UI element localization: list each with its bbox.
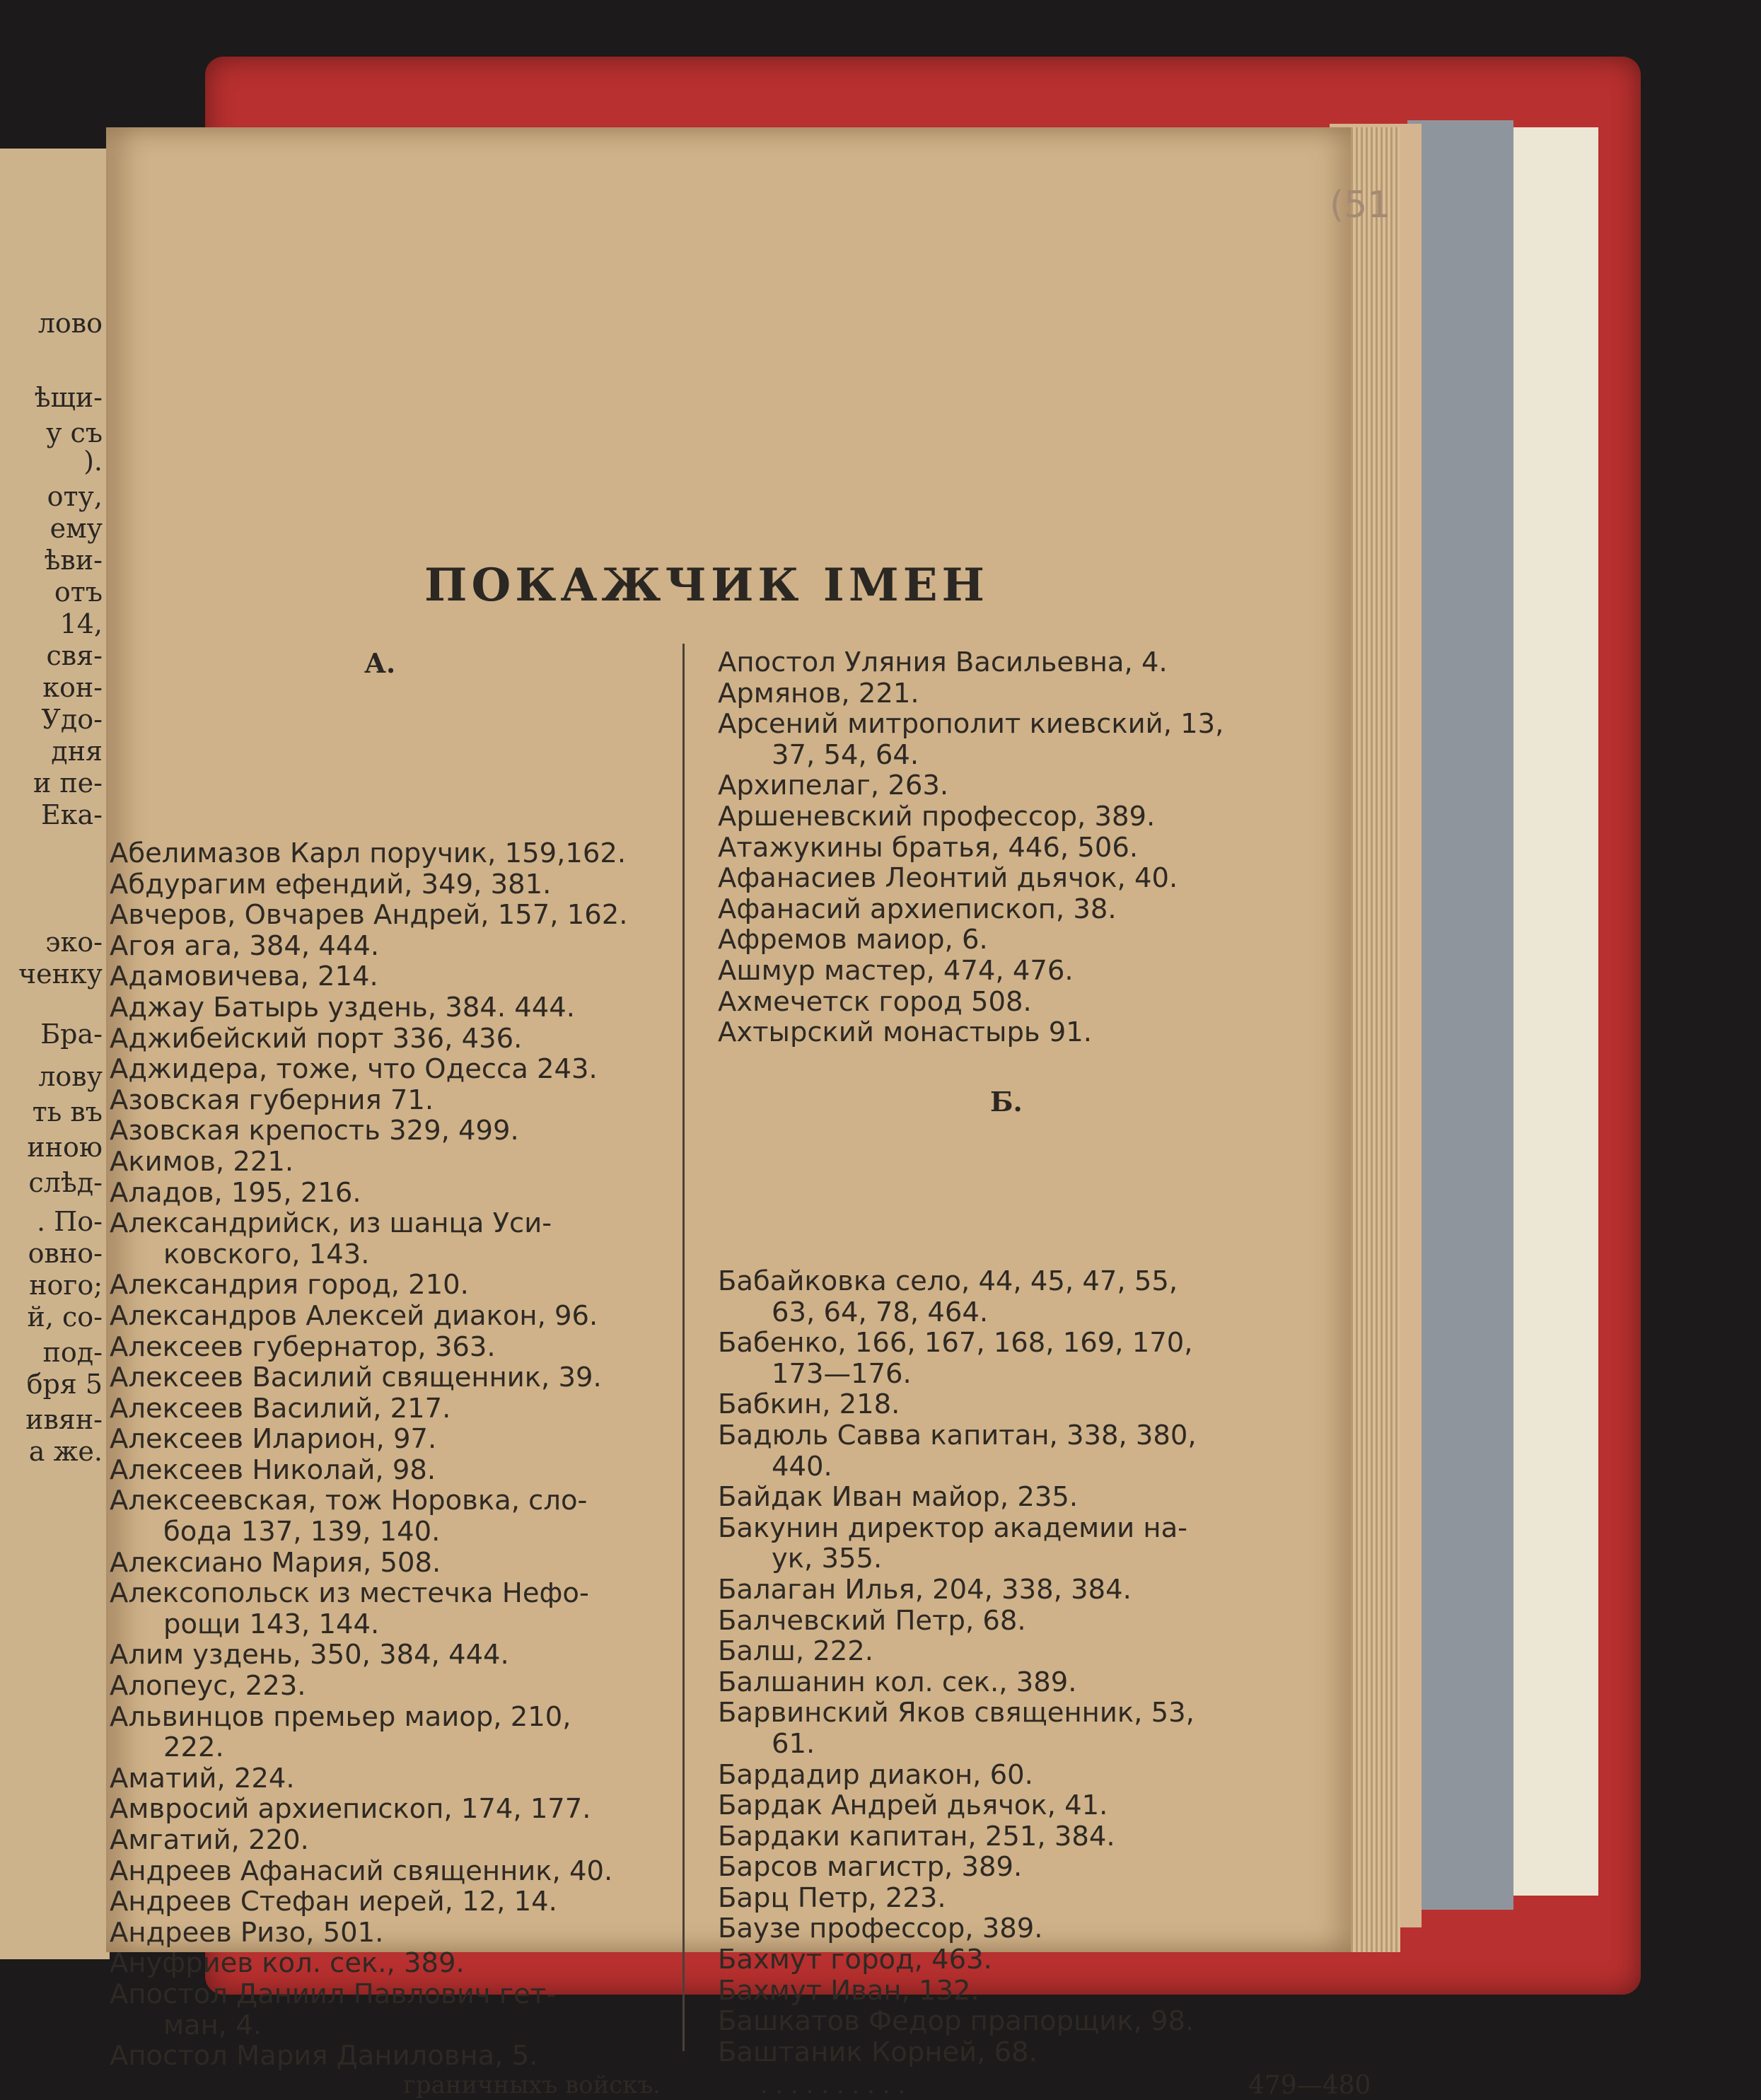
- left-page-text: дня: [51, 736, 103, 767]
- index-entry: Адамовичева, 214.: [110, 961, 378, 993]
- left-page-text: эко-: [45, 927, 103, 958]
- index-entry: 440.: [772, 1450, 832, 1483]
- left-page-text: у съ: [46, 417, 103, 448]
- index-entry: Авчеров, Овчарев Андрей, 157, 162.: [110, 899, 628, 932]
- index-entry: Азовская губерния 71.: [110, 1084, 434, 1116]
- index-entry: Алексеевская, тож Норовка, сло-: [110, 1485, 588, 1517]
- index-entry: Бардадир диакон, 60.: [718, 1758, 1033, 1791]
- index-entry: Армянов, 221.: [718, 677, 919, 709]
- index-entry: Байдак Иван майор, 235.: [718, 1481, 1079, 1514]
- left-page-text: лову: [38, 1061, 103, 1092]
- index-entry: Бардак Андрей дьячок, 41.: [718, 1789, 1108, 1822]
- index-entry: Аджау Батырь уздень, 384. 444.: [110, 991, 576, 1023]
- index-entry: Афанасий архиепископ, 38.: [718, 893, 1117, 925]
- left-page-text: ѣщи-: [34, 382, 103, 413]
- left-page-text: оту,: [47, 481, 103, 512]
- index-entry: Афремов маиор, 6.: [718, 924, 988, 956]
- index-entry: Александров Алексей диакон, 96.: [110, 1299, 598, 1332]
- index-entry: Абелимазов Карл поручик, 159,162.: [110, 837, 627, 869]
- index-entry: Александрия город, 210.: [110, 1269, 469, 1301]
- column-b-top-entries: [718, 647, 1224, 1048]
- left-page-text: под-: [42, 1337, 103, 1368]
- index-entry: Алексопольск из местечка Нефо-: [110, 1577, 589, 1610]
- index-entry: 63, 64, 78, 464.: [772, 1296, 989, 1328]
- index-entry: Баузе профессор, 389.: [718, 1913, 1043, 1945]
- index-entry: Андреев Афанасий священник, 40.: [110, 1855, 613, 1887]
- section-letter-b: Б.: [990, 1086, 1023, 1118]
- footer-page-range: 479—480: [1248, 2071, 1371, 2100]
- index-entry: Бакунин директор академии на-: [718, 1512, 1188, 1544]
- index-entry: Балш, 222.: [718, 1635, 874, 1668]
- index-entry: Абдурагим ефендий, 349, 381.: [110, 868, 552, 900]
- index-entry: Бардаки капитан, 251, 384.: [718, 1820, 1115, 1852]
- left-page-text: Удо-: [41, 704, 103, 735]
- index-entry: Александрийск, из шанца Уси-: [110, 1207, 552, 1240]
- index-entry: 222.: [163, 1731, 224, 1764]
- left-page-text: . По-: [36, 1206, 103, 1237]
- footer-caption: граничныхъ войскъ.: [403, 2071, 661, 2099]
- index-entry: Арсений митрополит киевский, 13,: [718, 708, 1224, 741]
- index-entry: 173—176.: [772, 1357, 912, 1390]
- index-entry: Алексиано Мария, 508.: [110, 1546, 441, 1579]
- left-page-text: ).: [83, 446, 103, 477]
- index-entry: рощи 143, 144.: [163, 1608, 380, 1640]
- index-entry: Башкатов Федор прапорщик, 98.: [718, 2005, 1195, 2038]
- section-letter-a: А.: [364, 647, 396, 679]
- index-entry: ковского, 143.: [163, 1238, 370, 1270]
- index-entry: Альвинцов премьер маиор, 210,: [110, 1700, 571, 1733]
- grey-insert-sheet: [1407, 120, 1513, 1910]
- index-entry: Алопеус, 223.: [110, 1670, 306, 1702]
- index-entry: Аладов, 195, 216.: [110, 1176, 361, 1209]
- index-entry: Бахмут город, 463.: [718, 1944, 992, 1976]
- index-entry: Амгатий, 220.: [110, 1824, 309, 1856]
- index-entry: Ахмечетск город 508.: [718, 985, 1032, 1018]
- index-entry: Балчевский Петр, 68.: [718, 1604, 1026, 1637]
- footer-dots: . . . . . . . . . .: [760, 2071, 906, 2099]
- page-title: ПОКАЖЧИК ІМЕН: [424, 559, 989, 612]
- left-page-text: Ека-: [41, 799, 103, 830]
- index-entry: ман, 4.: [163, 2009, 262, 2041]
- left-page-text: ему: [50, 513, 103, 544]
- page-block-edge: [1351, 127, 1400, 1952]
- index-entry: Алексеев Иларион, 97.: [110, 1423, 437, 1456]
- index-entry: Архипелаг, 263.: [718, 770, 949, 802]
- left-page-text: бря 5: [26, 1369, 103, 1400]
- index-entry: Бабкин, 218.: [718, 1388, 900, 1421]
- left-page-text: лово: [37, 308, 103, 339]
- left-page-text: слѣд-: [28, 1167, 103, 1198]
- index-entry: 37, 54, 64.: [772, 738, 919, 771]
- index-entry: Апостол Уляния Васильевна, 4.: [718, 646, 1168, 678]
- index-entry: Алексеев Василий, 217.: [110, 1392, 451, 1425]
- index-entry: Бадюль Савва капитан, 338, 380,: [718, 1419, 1197, 1451]
- index-entry: Аматий, 224.: [110, 1762, 295, 1794]
- index-entry: Балаган Илья, 204, 338, 384.: [718, 1573, 1132, 1606]
- left-page-text: свя-: [46, 640, 103, 671]
- left-page-text: ного;: [29, 1270, 103, 1301]
- index-entry: Алексеев Николай, 98.: [110, 1454, 436, 1486]
- column-b-entries: [718, 1266, 1197, 2067]
- index-page: [106, 127, 1371, 2100]
- index-entry: Барвинский Яков священник, 53,: [718, 1697, 1195, 1729]
- pencil-mark: (51: [1330, 184, 1391, 226]
- left-page-text: овно-: [28, 1238, 103, 1269]
- left-page-text: иною: [27, 1132, 103, 1163]
- index-entry: 61.: [772, 1727, 815, 1760]
- left-page-text: й, со-: [27, 1301, 103, 1333]
- index-entry: Агоя ага, 384, 444.: [110, 929, 380, 962]
- left-page-text: 14,: [59, 608, 103, 639]
- index-entry: ук, 355.: [772, 1543, 883, 1575]
- left-page-text: а же.: [28, 1436, 103, 1467]
- index-entry: Аджидера, тоже, что Одесса 243.: [110, 1053, 598, 1086]
- index-entry: Ашмур мастер, 474, 476.: [718, 954, 1074, 987]
- column-divider: [682, 644, 685, 2051]
- index-entry: Алексеев губернатор, 363.: [110, 1330, 496, 1363]
- index-entry: Баштаник Корней, 68.: [718, 2036, 1038, 2068]
- index-entry: Ахтырский монастырь 91.: [718, 1016, 1093, 1049]
- index-entry: Аршеневский профессор, 389.: [718, 800, 1156, 833]
- index-entry: Аджибейский порт 336, 436.: [110, 1022, 523, 1055]
- left-page-text: ивян-: [25, 1404, 103, 1435]
- left-page-text: и пе-: [33, 767, 103, 799]
- index-entry: Бабайковка село, 44, 45, 47, 55,: [718, 1265, 1178, 1297]
- footer-text: [403, 2071, 905, 2099]
- index-entry: Бабенко, 166, 167, 168, 169, 170,: [718, 1327, 1193, 1359]
- left-page-text: Бра-: [40, 1019, 103, 1050]
- index-entry: Балшанин кол. сек., 389.: [718, 1666, 1077, 1698]
- index-entry: Азовская крепость 329, 499.: [110, 1115, 519, 1147]
- index-entry: Андреев Стефан иерей, 12, 14.: [110, 1886, 557, 1918]
- index-entry: Андреев Ризо, 501.: [110, 1916, 384, 1949]
- index-entry: Ануфриев кол. сек., 389.: [110, 1947, 465, 1980]
- index-entry: Атажукины братья, 446, 506.: [718, 831, 1139, 864]
- index-entry: Апостол Мария Даниловна, 5.: [110, 2040, 538, 2072]
- index-entry: бода 137, 139, 140.: [163, 1516, 441, 1548]
- index-entry: Афанасиев Леонтий дьячок, 40.: [718, 862, 1178, 895]
- column-a-entries: [110, 838, 627, 2072]
- index-entry: Алим уздень, 350, 384, 444.: [110, 1639, 509, 1671]
- index-entry: Акимов, 221.: [110, 1145, 294, 1178]
- left-page-fragment: [0, 149, 110, 1959]
- index-entry: Бахмут Иван, 132.: [718, 1974, 980, 2007]
- left-page-text: ченку: [18, 958, 103, 990]
- index-entry: Алексеев Василий священник, 39.: [110, 1362, 602, 1394]
- left-page-text: ѣви-: [44, 545, 103, 576]
- left-page-text: отъ: [54, 576, 103, 608]
- index-entry: Апостол Даниил Павлович гет-: [110, 1978, 557, 2010]
- index-entry: Барсов магистр, 389.: [718, 1851, 1023, 1884]
- left-page-text: ть въ: [32, 1096, 103, 1127]
- index-entry: Барц Петр, 223.: [718, 1881, 946, 1914]
- index-entry: Амвросий архиепископ, 174, 177.: [110, 1793, 591, 1826]
- left-page-text: кон-: [42, 672, 103, 703]
